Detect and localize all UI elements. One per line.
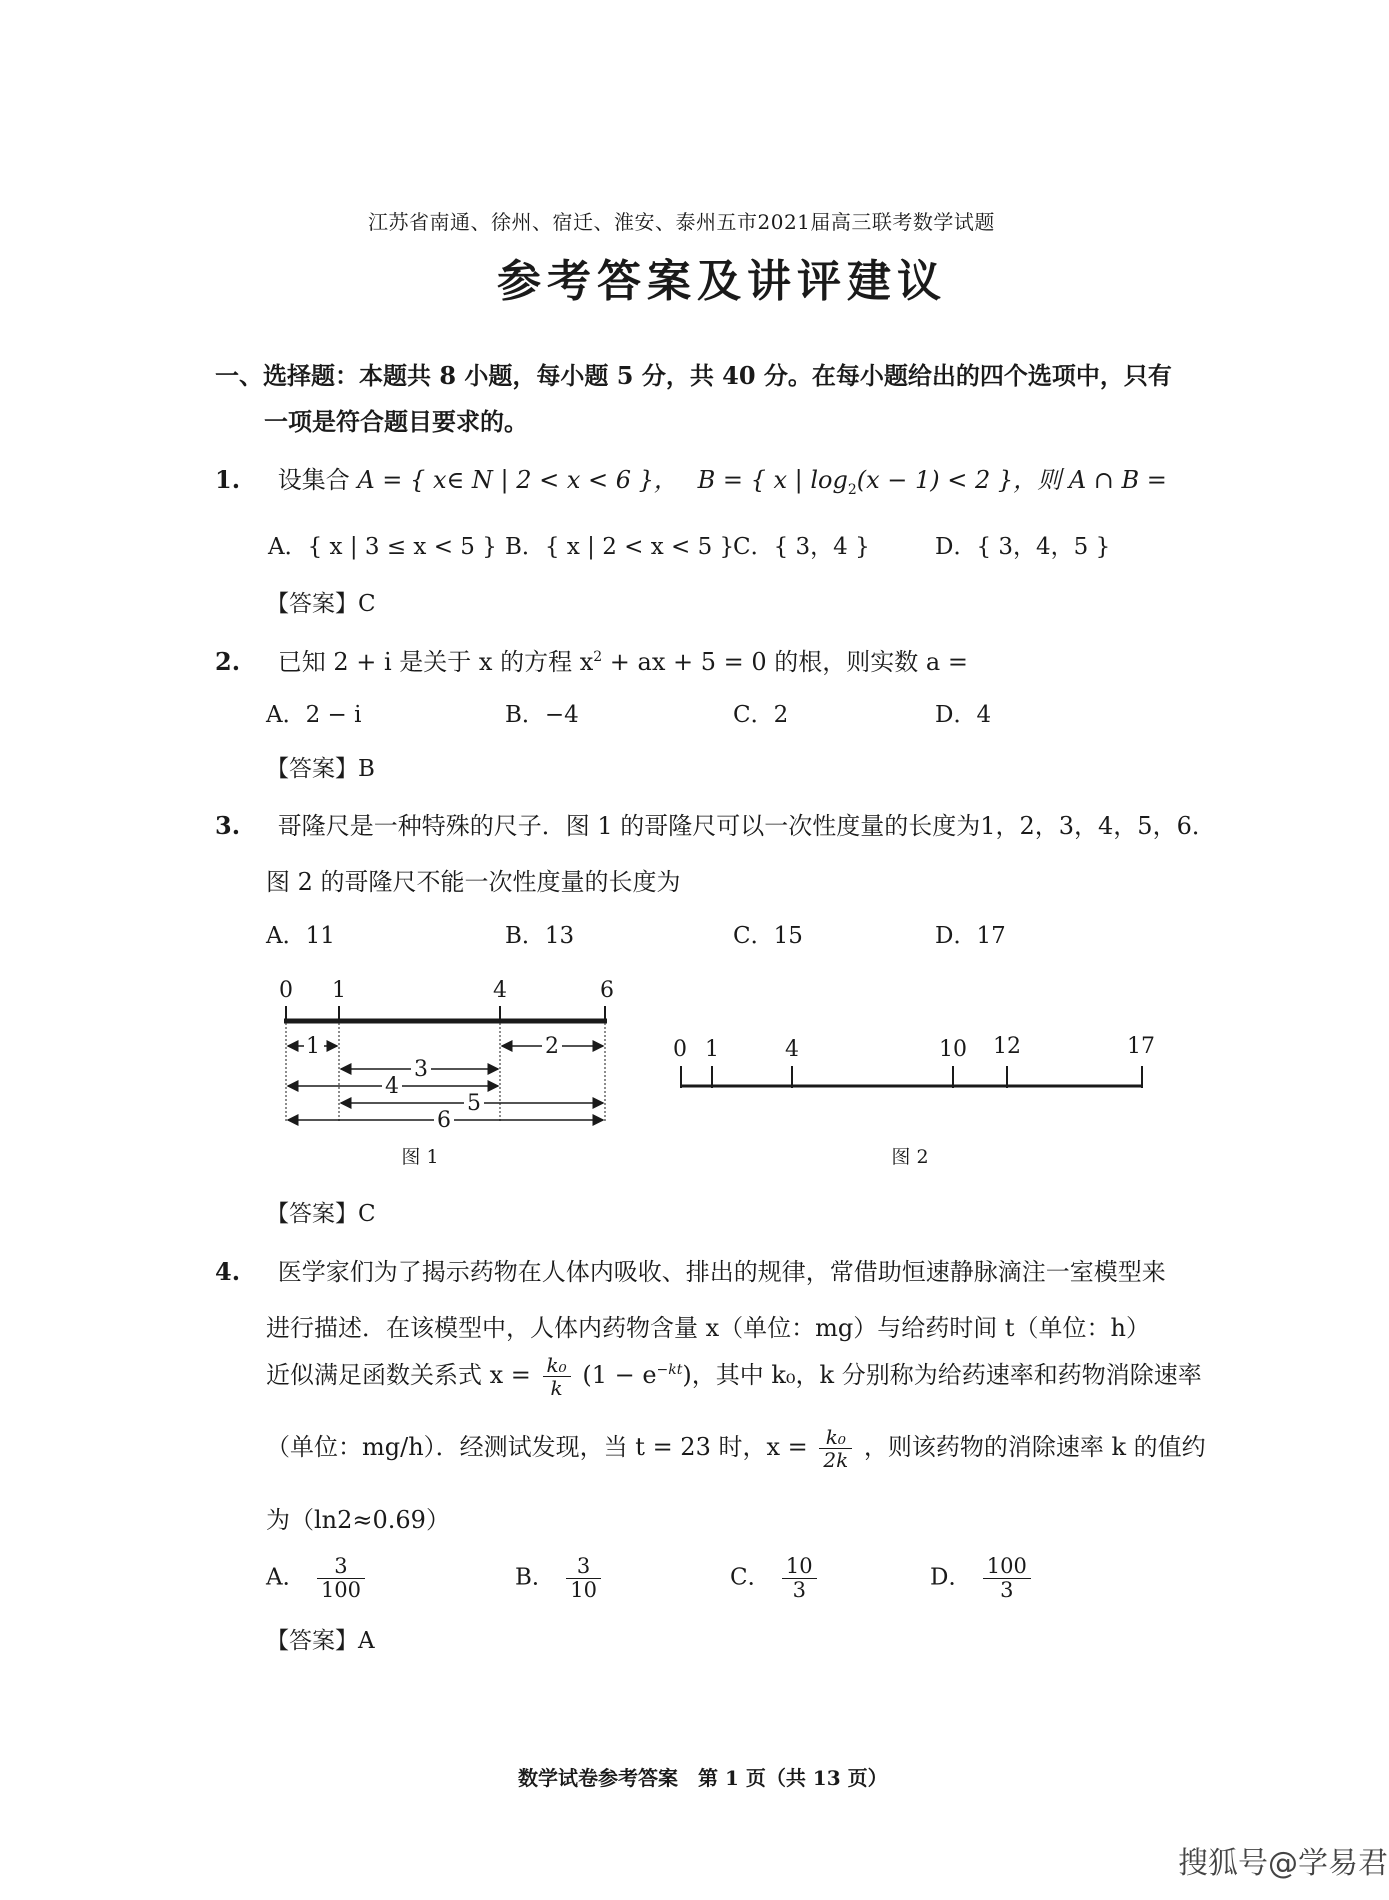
fig1-mark-0: 0 bbox=[279, 978, 293, 1003]
fig1-span-label-5: 5 bbox=[467, 1091, 481, 1116]
fraction-denominator: 3 bbox=[792, 1578, 806, 1603]
fig2-mark-4: 4 bbox=[785, 1037, 799, 1062]
question-4-line5: 为（ln2≈0.69） bbox=[266, 1506, 450, 1534]
fraction-numerator: k₀ bbox=[819, 1426, 852, 1449]
fraction-numerator: 3 bbox=[317, 1555, 365, 1579]
q1-option-d: D．{ 3，4，5 } bbox=[935, 534, 1111, 560]
fraction-numerator: 100 bbox=[983, 1555, 1031, 1579]
fig2-mark-12: 12 bbox=[993, 1034, 1021, 1059]
q1-answer: 【答案】C bbox=[266, 591, 376, 617]
fraction-denominator: 100 bbox=[320, 1578, 362, 1603]
q2-option-b: B．−4 bbox=[505, 702, 579, 728]
exponent: 2 bbox=[593, 649, 603, 665]
q2-option-a: A．2 − i bbox=[266, 702, 362, 728]
q2-option-c: C．2 bbox=[733, 702, 789, 728]
option-fraction bbox=[983, 1555, 1031, 1602]
q1-option-c: C．{ 3，4 } bbox=[733, 534, 870, 560]
q4-option-a bbox=[266, 1555, 369, 1602]
q4-option-b bbox=[515, 1555, 605, 1602]
q3-answer: 【答案】C bbox=[266, 1201, 376, 1227]
option-fraction bbox=[782, 1555, 817, 1602]
set-a: A = { x∈ N | 2 < x < 6 }， bbox=[357, 466, 678, 494]
question-2 bbox=[215, 642, 968, 677]
option-label: C． bbox=[730, 1564, 771, 1591]
formula-fraction bbox=[543, 1354, 571, 1399]
option-label: B． bbox=[515, 1564, 555, 1591]
fig1-span-label-2: 2 bbox=[545, 1034, 559, 1059]
log-base: 2 bbox=[847, 481, 857, 498]
set-b: B = { x | log bbox=[697, 466, 848, 494]
q4-answer: 【答案】A bbox=[266, 1628, 375, 1654]
set-b-tail: (x − 1) < 2 }，则 A ∩ B = bbox=[856, 466, 1167, 494]
question-number: 2. bbox=[215, 647, 241, 676]
question-number: 1. bbox=[215, 465, 241, 494]
question-3 bbox=[215, 806, 1216, 841]
fig2-mark-1: 1 bbox=[705, 1037, 719, 1062]
fig2-mark-10: 10 bbox=[939, 1037, 967, 1062]
question-4 bbox=[215, 1252, 1166, 1287]
fig2-caption: 图 2 bbox=[891, 1146, 929, 1168]
question-text: 医学家们为了揭示药物在人体内吸收、排出的规律，常借助恒速静脉滴注一室模型来 bbox=[277, 1258, 1166, 1286]
fraction-denominator: 3 bbox=[1000, 1578, 1014, 1603]
q3-option-c: C．15 bbox=[733, 923, 803, 949]
section-heading-line1: 一、选择题：本题共 8 小题，每小题 5 分，共 40 分。在每小题给出的四个选项中，只有 bbox=[215, 361, 1172, 390]
formula-exponent: −kt bbox=[656, 1362, 683, 1378]
question-text-tail: + ax + 5 = 0 的根，则实数 a = bbox=[602, 648, 968, 676]
fraction-numerator: 10 bbox=[782, 1555, 817, 1579]
q1-option-a: A．{ x | 3 ≤ x < 5 } bbox=[268, 534, 497, 560]
page-title: 参考答案及讲评建议 bbox=[497, 256, 947, 307]
fraction-denominator: k bbox=[550, 1376, 563, 1400]
option-label: A． bbox=[266, 1564, 306, 1591]
fig1-caption: 图 1 bbox=[401, 1146, 439, 1168]
fig1-mark-6: 6 bbox=[600, 978, 614, 1003]
q4-option-d bbox=[930, 1555, 1035, 1602]
fraction-denominator: 2k bbox=[823, 1448, 849, 1472]
q3-option-d: D．17 bbox=[935, 923, 1006, 949]
page-footer: 数学试卷参考答案 第 1 页（共 13 页） bbox=[518, 1766, 888, 1790]
q3-option-b: B．13 bbox=[505, 923, 575, 949]
question-1 bbox=[215, 460, 1167, 498]
figure-1-golomb-ruler bbox=[270, 970, 630, 1170]
q2-answer: 【答案】B bbox=[266, 756, 375, 782]
option-fraction bbox=[566, 1555, 601, 1602]
q4-option-c bbox=[730, 1555, 821, 1602]
condition-text: （单位：mg/h）．经测试发现，当 t = 23 时，x = bbox=[266, 1433, 808, 1461]
q1-option-b: B．{ x | 2 < x < 5 } bbox=[505, 534, 735, 560]
figure-2-golomb-ruler bbox=[660, 1020, 1190, 1170]
option-fraction bbox=[317, 1555, 365, 1602]
condition-tail: ，则该药物的消除速率 k 的值约 bbox=[863, 1433, 1206, 1461]
fig1-mark-1: 1 bbox=[332, 978, 346, 1003]
fig2-mark-0: 0 bbox=[673, 1037, 687, 1062]
q2-option-d: D．4 bbox=[935, 702, 992, 728]
q3-option-a: A．11 bbox=[266, 923, 335, 949]
fig1-span-label-4: 4 bbox=[385, 1074, 399, 1099]
fig1-span-label-3: 3 bbox=[414, 1057, 428, 1082]
section-heading-line2: 一项是符合题目要求的。 bbox=[264, 407, 528, 436]
fig1-span-label-1: 1 bbox=[306, 1034, 320, 1059]
question-number: 4. bbox=[215, 1257, 241, 1286]
fig1-span-label-6: 6 bbox=[437, 1108, 451, 1133]
condition-fraction bbox=[819, 1426, 852, 1471]
question-text: 哥隆尺是一种特殊的尺子．图 1 的哥隆尺可以一次性度量的长度为1，2，3，4，5，6． bbox=[277, 812, 1216, 840]
exam-subtitle: 江苏省南通、徐州、宿迁、淮安、泰州五市2021届高三联考数学试题 bbox=[368, 210, 995, 234]
fig1-mark-4: 4 bbox=[493, 978, 507, 1003]
question-number: 3. bbox=[215, 811, 241, 840]
option-label: D． bbox=[930, 1564, 972, 1591]
fraction-numerator: k₀ bbox=[543, 1354, 571, 1377]
question-text: 已知 2 + i 是关于 x 的方程 x bbox=[277, 648, 594, 676]
fraction-numerator: 3 bbox=[566, 1555, 601, 1579]
question-4-line2: 进行描述．在该模型中，人体内药物含量 x（单位：mg）与给药时间 t（单位：h） bbox=[266, 1314, 1151, 1342]
fraction-denominator: 10 bbox=[570, 1578, 597, 1603]
formula-body: (1 − e bbox=[582, 1361, 657, 1389]
fig2-mark-17: 17 bbox=[1127, 1034, 1155, 1059]
watermark: 搜狐号@学易君 bbox=[1178, 1846, 1388, 1881]
formula-intro: 近似满足函数关系式 x = bbox=[266, 1361, 531, 1389]
formula-tail: )，其中 k₀，k 分别称为给药速率和药物消除速率 bbox=[682, 1361, 1202, 1389]
question-3-line2: 图 2 的哥隆尺不能一次性度量的长度为 bbox=[266, 868, 681, 896]
question-text: 设集合 bbox=[277, 466, 350, 494]
question-4-line4 bbox=[266, 1426, 1206, 1471]
question-4-line3 bbox=[266, 1354, 1202, 1399]
